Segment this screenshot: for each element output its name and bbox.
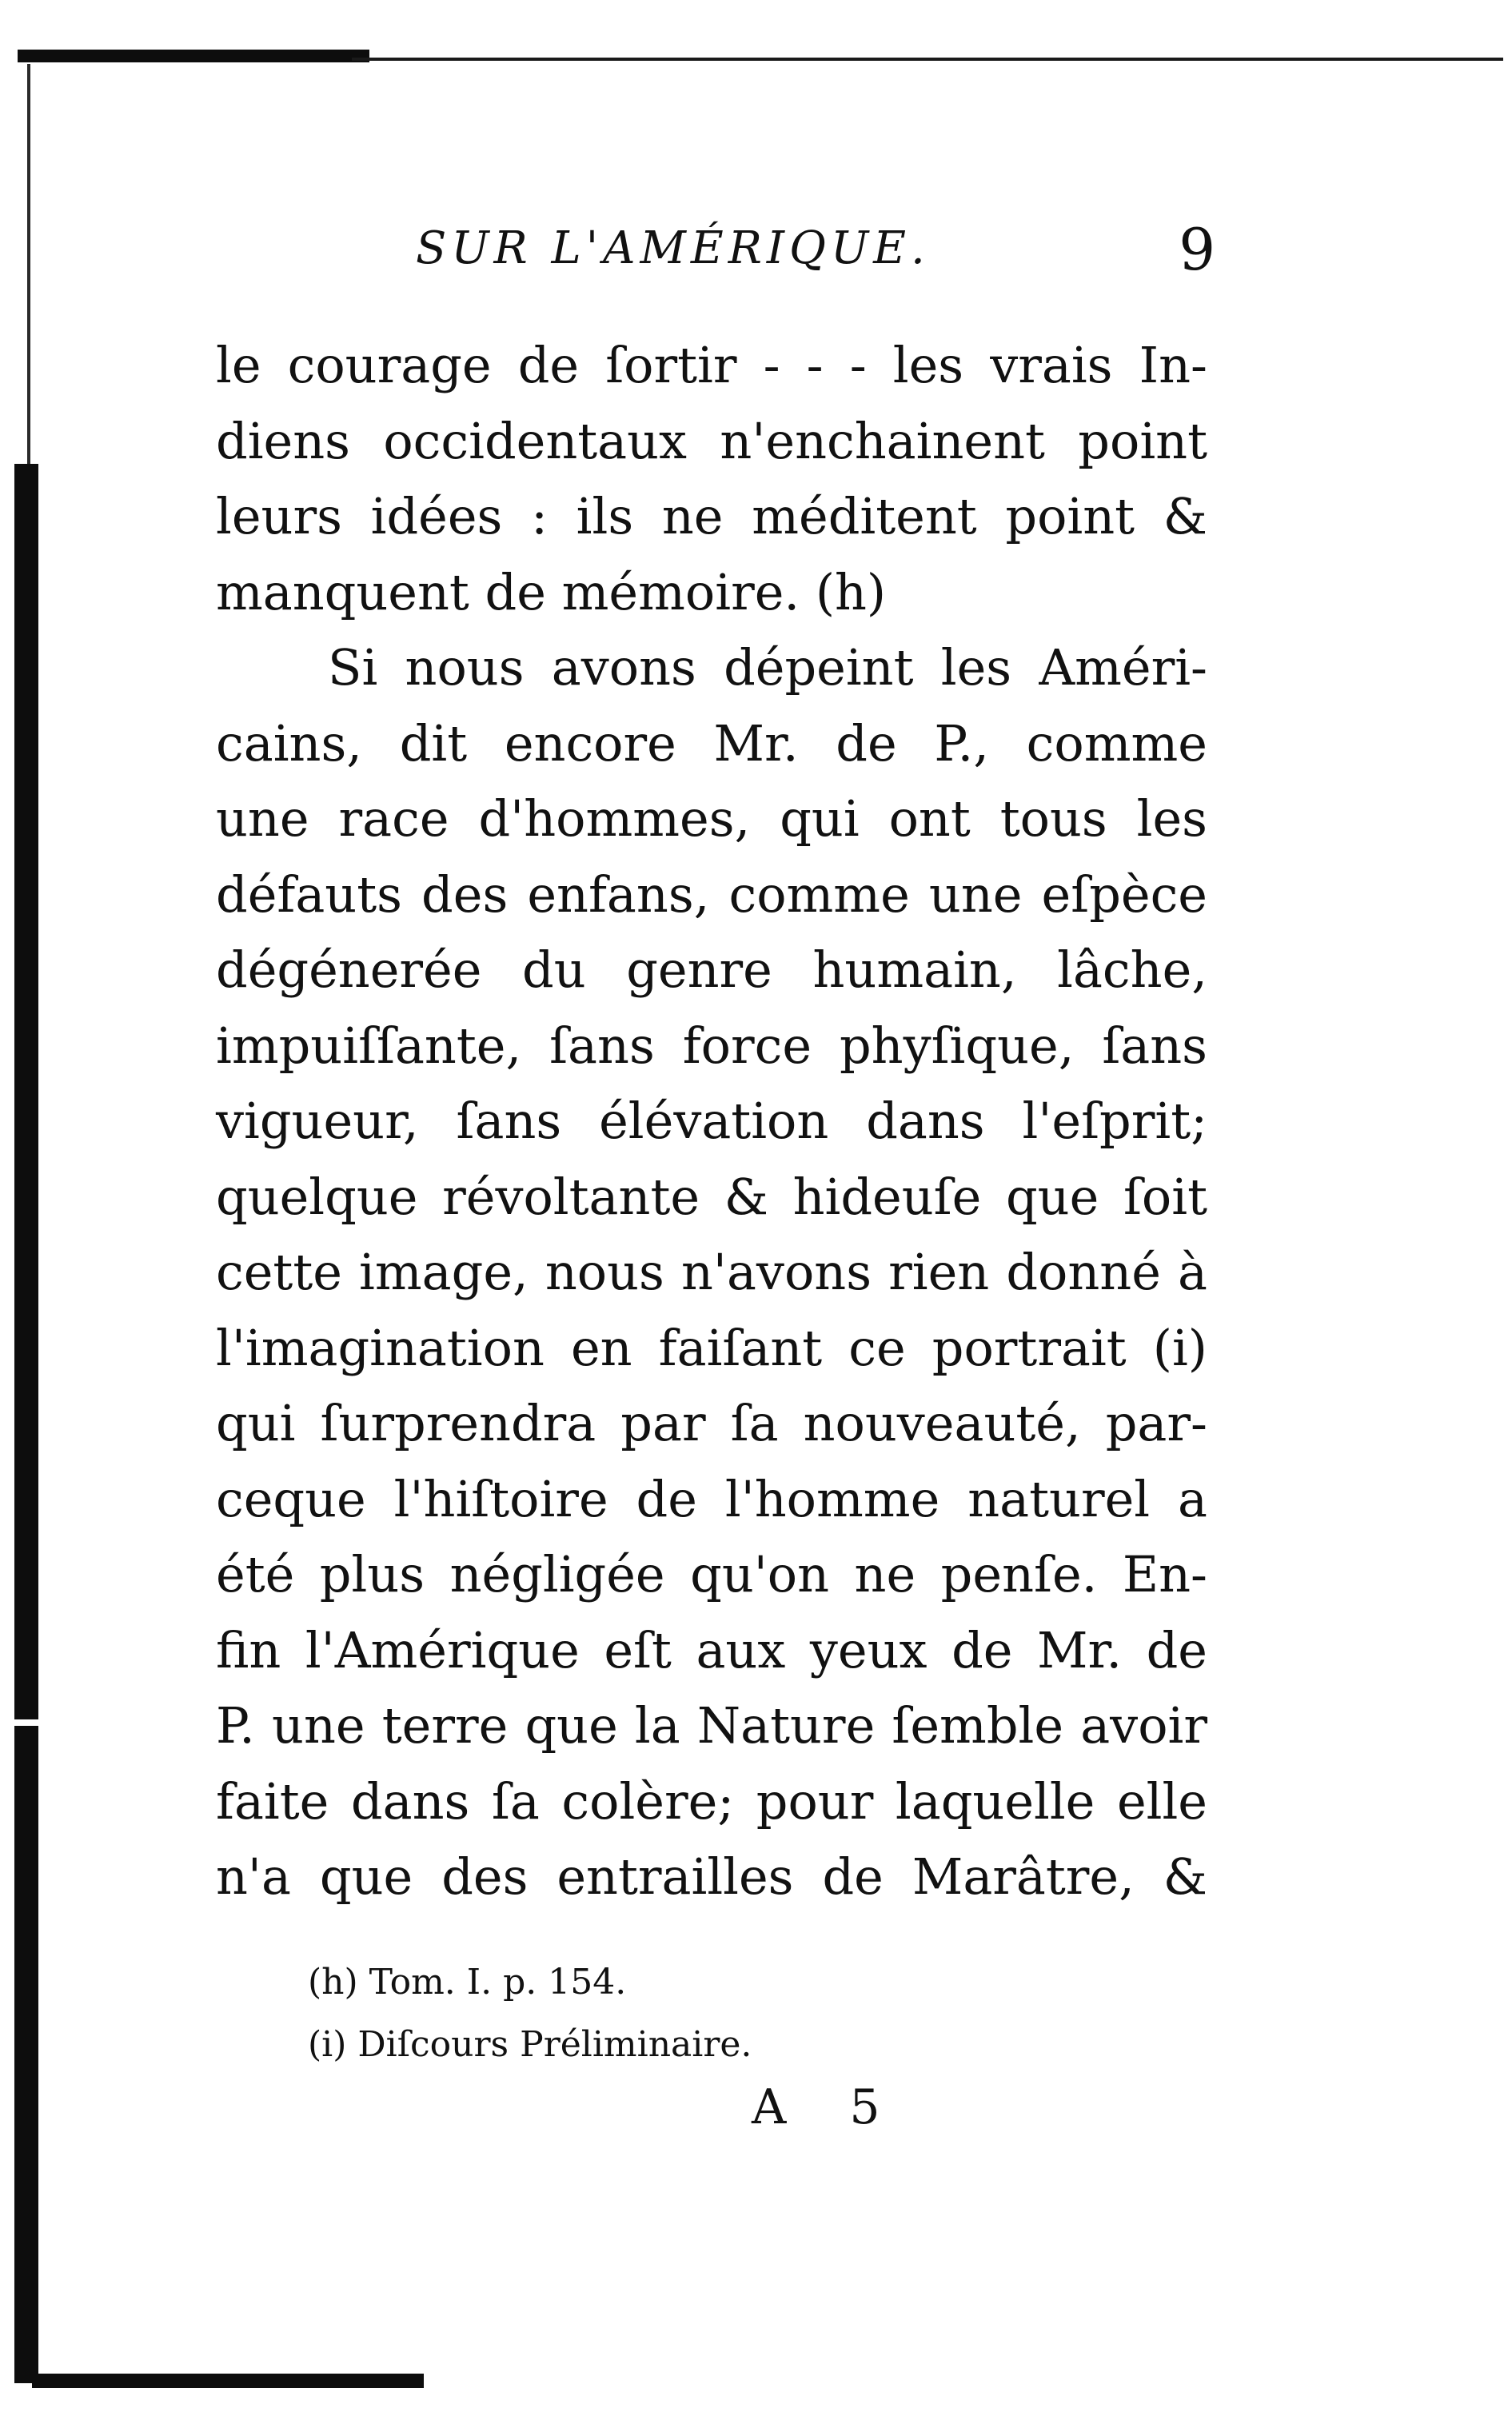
text-line: défauts des enfans, comme une eſpèce [216, 865, 1207, 924]
scan-top-rule [18, 50, 369, 62]
footnote-i: (i) Diſcours Préliminaire. [308, 2024, 752, 2065]
text-line: qui ſurprendra par ſa nouveauté, par- [216, 1394, 1207, 1452]
text-line: été plus négligée qu'on ne penſe. En- [216, 1545, 1207, 1603]
text-line: impuiſſante, ſans force phyſique, ſans [216, 1016, 1207, 1075]
scan-bottom-rule [32, 2374, 424, 2388]
body-text [216, 328, 1207, 1915]
scan-binding-edge [14, 464, 38, 2383]
text-line: fin l'Amérique eſt aux yeux de Mr. de [216, 1620, 1207, 1679]
text-line: l'imagination en faiſant ce portrait (i) [216, 1318, 1207, 1377]
text-line: ceque l'hiſtoire de l'homme naturel a [216, 1469, 1207, 1528]
text-line: faite dans ſa colère; pour laquelle elle [216, 1771, 1207, 1831]
text-line: une race d'hommes, qui ont tous les [216, 789, 1207, 848]
page-header [416, 216, 1215, 288]
text-line: dégénerée du genre humain, lâche, [216, 940, 1207, 999]
text-line: cains, dit encore Mr. de P., comme [216, 713, 1207, 773]
footnote-h: (h) Tom. I. p. 154. [308, 1962, 627, 2003]
running-title: SUR L'AMÉRIQUE. [416, 222, 930, 274]
text-line: quelque révoltante & hideuſe que ſoit [216, 1167, 1207, 1226]
scan-top-rule-thin [352, 58, 1503, 61]
text-line: diens occidentaux n'enchainent point [216, 411, 1207, 470]
text-line: P. une terre que la Nature ſemble avoir [216, 1696, 1207, 1755]
scan-binding-gap [14, 1719, 38, 1726]
footnotes [308, 1951, 1107, 2076]
text-line: cette image, nous n'avons rien donné à [216, 1243, 1207, 1301]
page-number: 9 [1179, 216, 1215, 283]
text-line: leurs idées : ils ne méditent point & [216, 487, 1207, 545]
text-line: n'a que des entrailles de Marâtre, & [216, 1847, 1207, 1906]
text-line: le courage de ſortir - - - les vrais In- [216, 336, 1207, 394]
text-line: manquent de mémoire. (h) [216, 562, 887, 621]
text-line: vigueur, ſans élévation dans l'eſprit; [216, 1092, 1207, 1150]
text-line: Si nous avons dépeint les Améri- [328, 638, 1207, 697]
signature-mark: A 5 [752, 2079, 904, 2135]
